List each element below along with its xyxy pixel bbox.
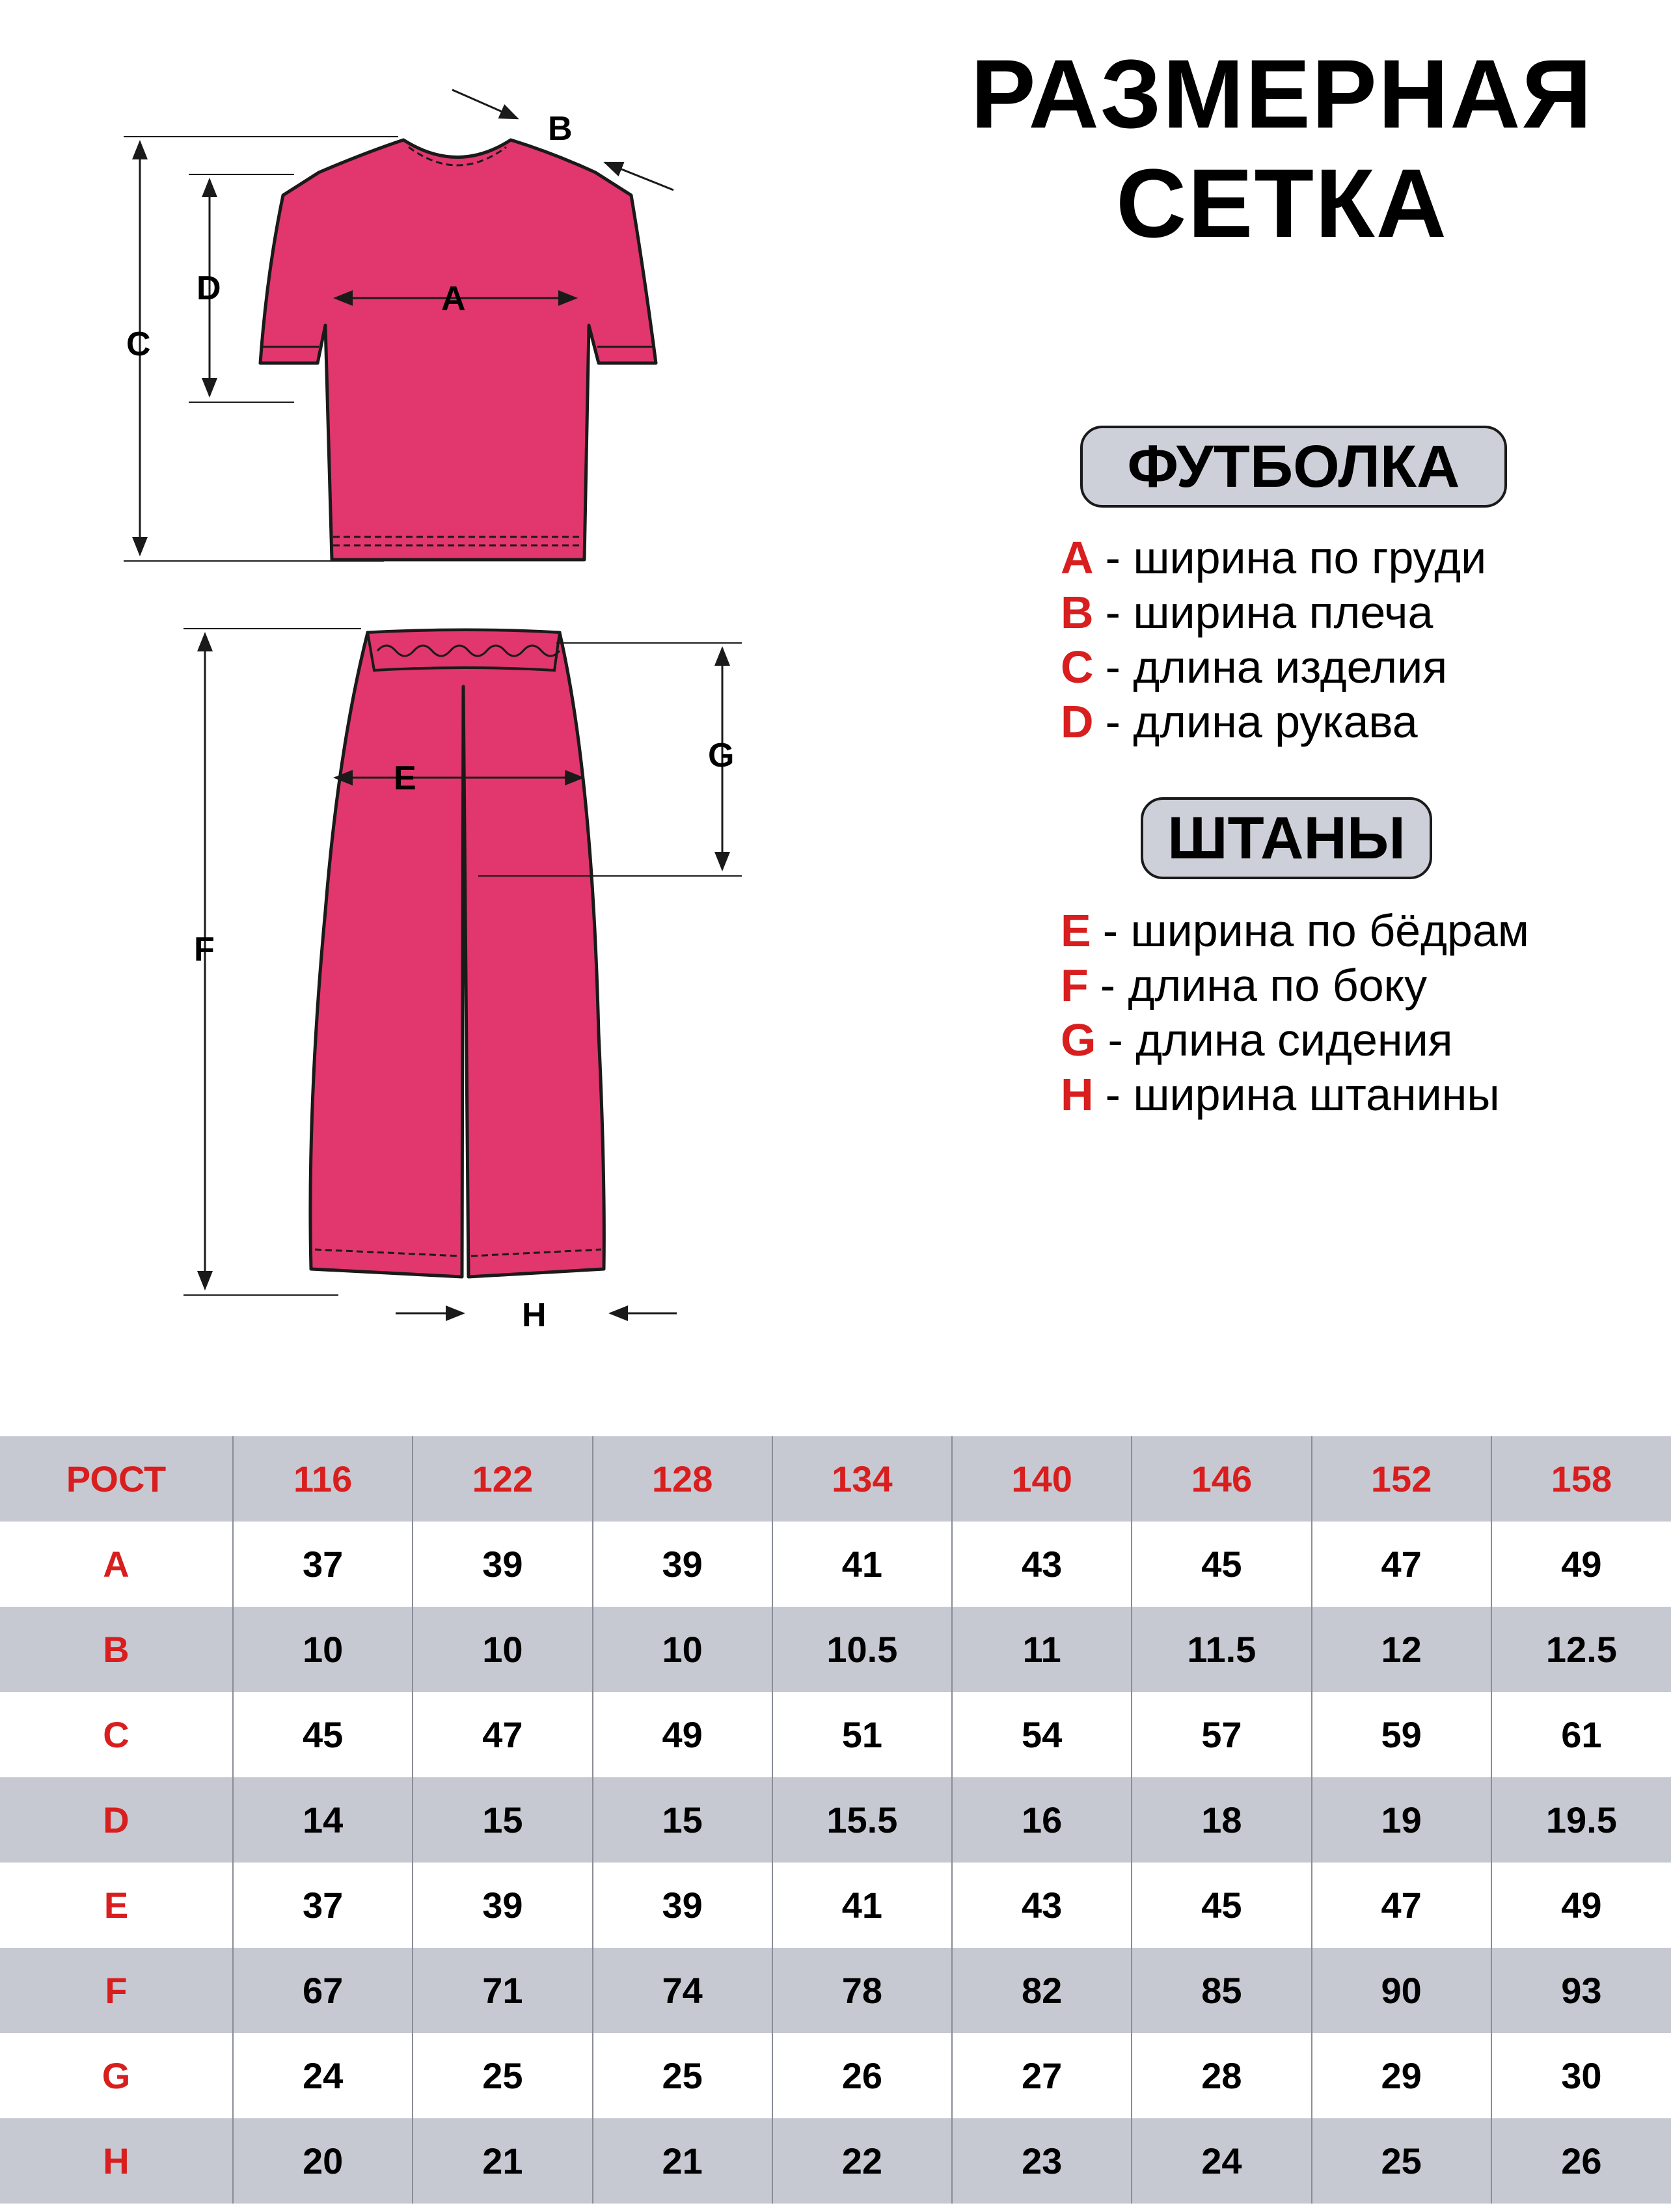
table-cell: 24 [233,2033,413,2118]
table-cell: 39 [593,1863,772,1948]
table-cell: 22 [772,2118,952,2204]
table-cell: 10 [233,1607,413,1692]
table-cell: 12.5 [1491,1607,1671,1692]
table-cell: 29 [1312,2033,1491,2118]
row-key-cell: H [0,2118,233,2204]
table-cell: 93 [1491,1948,1671,2033]
table-cell: 85 [1132,1948,1311,2033]
title-line-2: СЕТКА [1116,148,1448,258]
table-row [0,2118,1671,2204]
table-cell: 45 [1132,1863,1311,1948]
table-cell: 47 [1312,1522,1491,1607]
table-cell: 16 [952,1777,1132,1863]
table-cell: 12 [1312,1607,1491,1692]
table-cell: 27 [952,2033,1132,2118]
header-cell-size: 122 [413,1436,592,1522]
legend-key: C [1061,642,1094,692]
legend-key: G [1061,1015,1096,1065]
dim-c-label: C [126,325,151,363]
table-cell: 11 [952,1607,1132,1692]
table-cell: 41 [772,1522,952,1607]
legend-text: - длина рукава [1105,696,1418,747]
legend-text: - длина изделия [1105,642,1448,692]
table-cell: 37 [233,1863,413,1948]
row-key-cell: C [0,1692,233,1777]
shirt-legend [1061,530,1486,749]
title-line-1: РАЗМЕРНАЯ [970,39,1594,148]
table-cell: 24 [1132,2118,1311,2204]
legend-key: H [1061,1069,1094,1120]
header-cell-size: 134 [772,1436,952,1522]
legend-key: A [1061,532,1094,583]
pants-legend [1061,903,1529,1122]
table-cell: 14 [233,1777,413,1863]
pants-drawing [183,629,742,1334]
table-cell: 39 [413,1522,592,1607]
table-cell: 26 [1491,2118,1671,2204]
row-key-cell: E [0,1863,233,1948]
table-cell: 67 [233,1948,413,2033]
dim-h-label: H [522,1296,547,1334]
table-cell: 47 [1312,1863,1491,1948]
table-cell: 41 [772,1863,952,1948]
table-header-row [0,1436,1671,1522]
table-row [0,1692,1671,1777]
header-cell-size: 158 [1491,1436,1671,1522]
table-cell: 74 [593,1948,772,2033]
table-cell: 45 [1132,1522,1311,1607]
table-cell: 25 [1312,2118,1491,2204]
row-key-cell: A [0,1522,233,1607]
header-cell-size: 128 [593,1436,772,1522]
table-row [0,1777,1671,1863]
table-cell: 82 [952,1948,1132,2033]
header-cell-size: 140 [952,1436,1132,1522]
table-cell: 49 [593,1692,772,1777]
dim-f-label: F [194,931,215,968]
table-cell: 49 [1491,1863,1671,1948]
row-key-cell: D [0,1777,233,1863]
table-cell: 43 [952,1522,1132,1607]
row-key-cell: B [0,1607,233,1692]
dim-b-arrow-left [452,90,517,118]
table-cell: 15.5 [772,1777,952,1863]
table-cell: 37 [233,1522,413,1607]
table-cell: 30 [1491,2033,1671,2118]
legend-key: B [1061,587,1094,638]
table-cell: 71 [413,1948,592,2033]
header-cell-size: 116 [233,1436,413,1522]
table-row [0,1863,1671,1948]
legend-item-d [1061,694,1486,749]
legend-item-g [1061,1013,1529,1067]
table-cell: 18 [1132,1777,1311,1863]
table-cell: 39 [593,1522,772,1607]
table-cell: 78 [772,1948,952,2033]
legend-key: F [1061,960,1089,1011]
table-cell: 61 [1491,1692,1671,1777]
dim-e-label: E [394,759,416,797]
table-cell: 59 [1312,1692,1491,1777]
legend-item-f [1061,958,1529,1013]
table-cell: 23 [952,2118,1132,2204]
table-cell: 11.5 [1132,1607,1311,1692]
table-cell: 15 [593,1777,772,1863]
size-table-body [0,1436,1671,2204]
table-cell: 25 [593,2033,772,2118]
table-cell: 21 [413,2118,592,2204]
table-cell: 21 [593,2118,772,2204]
pants-body [310,630,604,1277]
table-cell: 26 [772,2033,952,2118]
legend-key: E [1061,905,1091,956]
table-row [0,1607,1671,1692]
shirt-heading: ФУТБОЛКА [1080,426,1507,508]
page-title [898,39,1666,258]
legend-text: - длина сидения [1107,1015,1453,1065]
legend-text: - длина по боку [1100,960,1428,1011]
table-cell: 15 [413,1777,592,1863]
table-cell: 47 [413,1692,592,1777]
table-cell: 90 [1312,1948,1491,2033]
legend-text: - ширина штанины [1105,1069,1500,1120]
table-cell: 19.5 [1491,1777,1671,1863]
table-cell: 45 [233,1692,413,1777]
table-cell: 49 [1491,1522,1671,1607]
tshirt-drawing [124,90,673,561]
table-cell: 10 [593,1607,772,1692]
table-cell: 51 [772,1692,952,1777]
table-row [0,2033,1671,2118]
pants-heading: ШТАНЫ [1141,797,1432,879]
dim-a-label: A [441,280,466,318]
header-cell-size: 152 [1312,1436,1491,1522]
table-cell: 39 [413,1863,592,1948]
tshirt-body [260,140,656,560]
dim-g-label: G [708,737,735,774]
row-key-cell: G [0,2033,233,2118]
table-cell: 19 [1312,1777,1491,1863]
garment-diagram [0,0,859,1354]
table-row [0,1948,1671,2033]
pants-waistband [368,630,560,670]
legend-text: - ширина по груди [1105,532,1487,583]
row-key-cell: F [0,1948,233,2033]
size-table [0,1436,1671,2204]
legend-item-a [1061,530,1486,585]
legend-text: - ширина плеча [1105,587,1433,638]
table-cell: 25 [413,2033,592,2118]
dim-b-label: B [548,110,573,148]
table-cell: 20 [233,2118,413,2204]
table-cell: 57 [1132,1692,1311,1777]
header-cell-height: РОСТ [0,1436,233,1522]
legend-item-b [1061,585,1486,640]
legend-text: - ширина по бёдрам [1102,905,1529,956]
table-cell: 43 [952,1863,1132,1948]
legend-item-e [1061,903,1529,958]
table-row [0,1522,1671,1607]
legend-key: D [1061,696,1094,747]
table-cell: 28 [1132,2033,1311,2118]
header-cell-size: 146 [1132,1436,1311,1522]
legend-item-h [1061,1067,1529,1122]
table-cell: 10 [413,1607,592,1692]
table-cell: 54 [952,1692,1132,1777]
dim-d-label: D [197,269,221,307]
table-cell: 10.5 [772,1607,952,1692]
legend-item-c [1061,640,1486,694]
